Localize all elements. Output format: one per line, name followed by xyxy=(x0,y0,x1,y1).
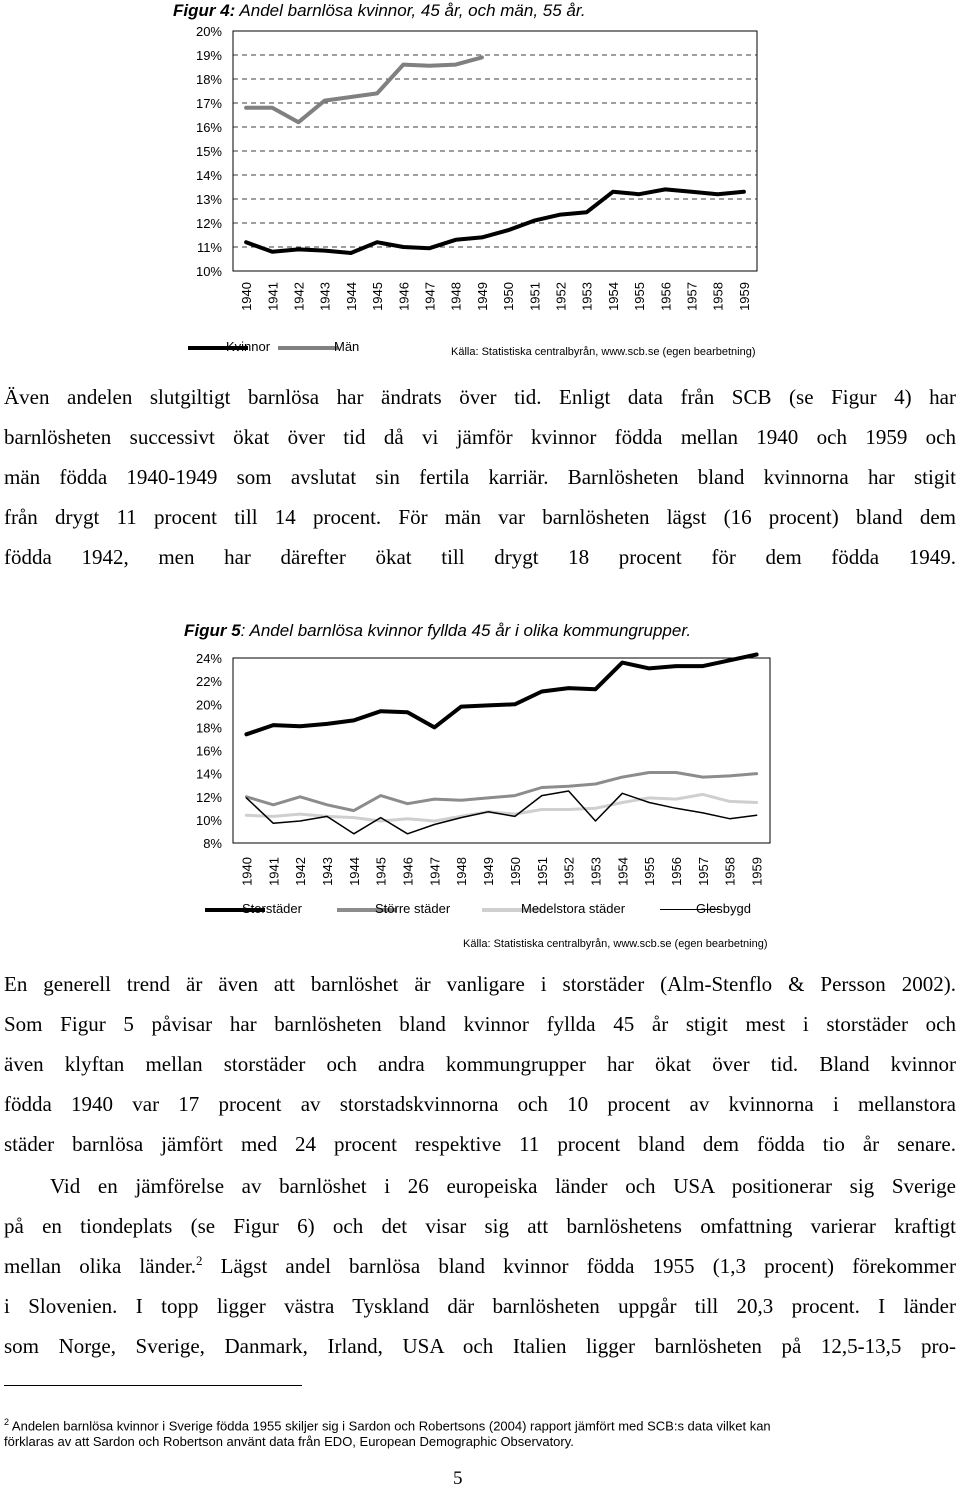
para3-line-3 xyxy=(4,1246,956,1286)
x-tick-label: 1949 xyxy=(481,857,497,886)
x-tick-label: 1951 xyxy=(534,857,550,886)
x-tick-label: 1959 xyxy=(736,282,752,311)
x-tick-label: 1943 xyxy=(317,282,333,311)
y-tick-label: 8% xyxy=(203,836,222,851)
x-tick-label: 1948 xyxy=(448,282,464,311)
legend-swatch-man xyxy=(278,346,338,350)
x-tick-label: 1957 xyxy=(684,282,700,311)
x-tick-label: 1956 xyxy=(658,282,674,311)
y-tick-label: 12% xyxy=(195,789,222,805)
y-tick-label: 13% xyxy=(195,192,222,207)
y-tick-label: 24% xyxy=(195,651,222,666)
y-tick-label: 20% xyxy=(195,697,222,713)
y-tick-label: 10% xyxy=(195,264,222,279)
y-tick-label: 18% xyxy=(195,720,222,736)
x-tick-label: 1944 xyxy=(346,857,362,886)
para2-line-2: Som Figur 5 påvisar har barnlösheten bland kvinnor fyllda 45 år stigit mest i storstäder och xyxy=(4,1012,956,1036)
legend-label-medelstora-stader: Medelstora städer xyxy=(521,901,626,916)
para3-line-2: på en tiondeplats (se Figur 6) och det visar sig att barnlöshetens omfattning varierar kraftigt xyxy=(4,1214,956,1238)
x-tick-label: 1945 xyxy=(373,857,389,886)
para2-line-3: även klyftan mellan storstäder och andra kommungrupper har ökat över tid. Bland kvinnor xyxy=(4,1052,956,1076)
para3-line-5: som Norge, Sverige, Danmark, Irland, USA och Italien ligger barnlösheten på 12,5-13,5 pro- xyxy=(4,1334,956,1358)
para3-line-1: Vid en jämförelse av barnlöshet i 26 europeiska länder och USA positionerar sig Sverige xyxy=(50,1174,956,1198)
x-tick-label: 1940 xyxy=(239,282,255,311)
paragraph-3 xyxy=(4,1166,956,1366)
x-tick-label: 1945 xyxy=(370,282,386,311)
x-tick-label: 1944 xyxy=(343,282,359,311)
figure5-chart xyxy=(0,640,960,900)
series-line-st-rre-st-der xyxy=(246,773,756,811)
paragraph-2 xyxy=(4,964,956,1164)
y-tick-label: 19% xyxy=(195,48,222,63)
x-tick-label: 1942 xyxy=(291,282,307,311)
para2-line-1: En generell trend är även att barnlöshet är vanligare i storstäder (Alm-Stenflo & Persson 2002). xyxy=(4,972,956,996)
figure4-source: Källa: Statistiska centralbyrån, www.scb.se (egen bearbetning) xyxy=(451,346,756,358)
y-tick-label: 17% xyxy=(195,96,222,111)
figure5-caption xyxy=(184,621,691,641)
y-tick-label: 15% xyxy=(195,144,222,159)
legend-label-storre-stader: Större städer xyxy=(375,901,451,916)
x-tick-label: 1954 xyxy=(615,857,631,886)
y-tick-label: 22% xyxy=(195,674,222,690)
x-tick-label: 1956 xyxy=(669,857,685,886)
x-tick-label: 1958 xyxy=(710,282,726,311)
legend-label-kvinnor: Kvinnor xyxy=(226,339,271,354)
para3-line-3-start: mellan olika länder. xyxy=(4,1254,196,1278)
y-tick-label: 20% xyxy=(195,24,222,39)
x-tick-label: 1946 xyxy=(400,857,416,886)
x-tick-label: 1958 xyxy=(722,857,738,886)
y-tick-label: 11% xyxy=(196,240,222,255)
para3-line-4: i Slovenien. I topp ligger västra Tyskland där barnlösheten uppgår till 20,3 procent. I länder xyxy=(4,1294,956,1318)
para1-line-2: barnlösheten successivt ökat över tid då vi jämför kvinnor födda mellan 1940 och 1959 och xyxy=(4,425,956,449)
para3-line-3-end: Lägst andel barnlösa bland kvinnor födda 1955 (1,3 procent) förekommer xyxy=(202,1254,956,1278)
x-tick-label: 1940 xyxy=(239,857,255,886)
figure4-caption-text: Andel barnlösa kvinnor, 45 år, och män, 55 år. xyxy=(235,1,586,20)
legend-label-man: Män xyxy=(334,339,360,354)
para2-line-5: städer barnlösa jämfört med 24 procent respektive 11 procent bland dem födda tio år senare. xyxy=(4,1132,956,1156)
figure4-chart xyxy=(0,0,960,360)
x-tick-label: 1954 xyxy=(605,282,621,311)
x-tick-label: 1953 xyxy=(579,282,595,311)
footnote-mark: 2 xyxy=(4,1417,10,1427)
para1-line-5: födda 1942, men har därefter ökat till drygt 18 procent för dem födda 1949. xyxy=(4,545,956,569)
y-tick-label: 16% xyxy=(195,120,222,135)
x-tick-label: 1943 xyxy=(319,857,335,886)
legend-label-glesbygd: Glesbygd xyxy=(696,901,751,916)
x-tick-label: 1947 xyxy=(427,857,443,886)
figure5-source: Källa: Statistiska centralbyrån, www.scb.se (egen bearbetning) xyxy=(463,938,768,950)
series-line-m-n xyxy=(246,57,482,122)
y-tick-label: 16% xyxy=(195,743,222,759)
footnote-line-2: förklaras av att Sardon och Robertson använt data från EDO, European Demographic Observatory. xyxy=(4,1434,574,1450)
x-tick-label: 1942 xyxy=(293,857,309,886)
x-tick-label: 1946 xyxy=(396,282,412,311)
y-tick-label: 14% xyxy=(195,766,222,782)
x-tick-label: 1955 xyxy=(632,282,648,311)
x-tick-label: 1950 xyxy=(507,857,523,886)
paragraph-1 xyxy=(4,377,956,577)
footnote-separator xyxy=(4,1385,302,1386)
para1-line-1: Även andelen slutgiltigt barnlösa har ändrats över tid. Enligt data från SCB (se Figur 4) har xyxy=(4,385,956,409)
y-tick-label: 18% xyxy=(195,72,222,87)
figure5-caption-text: : Andel barnlösa kvinnor fyllda 45 år i olika kommungrupper. xyxy=(240,621,692,640)
x-tick-label: 1948 xyxy=(454,857,470,886)
x-tick-label: 1953 xyxy=(588,857,604,886)
x-tick-label: 1952 xyxy=(553,282,569,311)
x-tick-label: 1959 xyxy=(749,857,765,886)
y-tick-label: 10% xyxy=(195,812,222,828)
page-number: 5 xyxy=(453,1468,463,1489)
y-tick-label: 12% xyxy=(195,216,222,231)
x-tick-label: 1941 xyxy=(265,282,281,311)
legend-label-storstader: Storstäder xyxy=(242,901,302,916)
x-tick-label: 1950 xyxy=(501,282,517,311)
x-tick-label: 1951 xyxy=(527,282,543,311)
x-tick-label: 1952 xyxy=(561,857,577,886)
para2-line-4: födda 1940 var 17 procent av storstadskvinnorna och 10 procent av kvinnorna i mellanstora xyxy=(4,1092,956,1116)
para1-line-4: från drygt 11 procent till 14 procent. För män var barnlösheten lägst (16 procent) bland dem xyxy=(4,505,956,529)
footnote xyxy=(4,1414,956,1450)
series-line-storst-der xyxy=(246,655,756,735)
x-tick-label: 1941 xyxy=(266,857,282,886)
x-tick-label: 1957 xyxy=(695,857,711,886)
para1-line-3: män födda 1940-1949 som avslutat sin fertila karriär. Barnlösheten bland kvinnorna har stigit xyxy=(4,465,956,489)
x-tick-label: 1949 xyxy=(474,282,490,311)
x-tick-label: 1947 xyxy=(422,282,438,311)
footnote-line-1: Andelen barnlösa kvinnor i Sverige födda 1955 skiljer sig i Sardon och Robertsons (2004) rapport jämfört med SCB:s data vilket kan xyxy=(11,1418,771,1434)
figure4-caption-label: Figur 4: xyxy=(173,1,236,20)
y-tick-label: 14% xyxy=(195,168,222,183)
figure5-caption-label: Figur 5 xyxy=(184,621,241,640)
x-tick-label: 1955 xyxy=(642,857,658,886)
footnote-reference[interactable]: 2 xyxy=(195,1253,203,1268)
